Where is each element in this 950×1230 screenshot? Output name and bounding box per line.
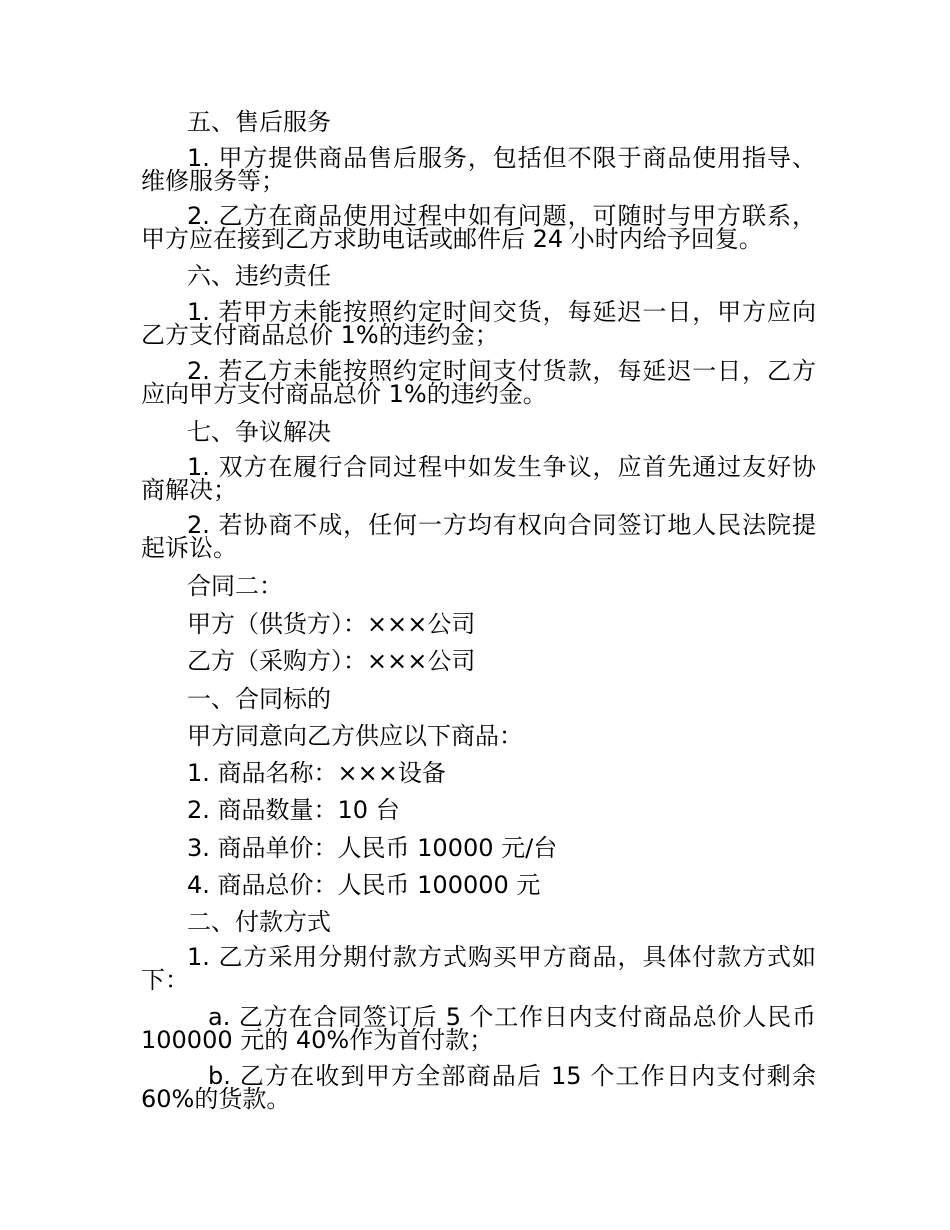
section-heading-breach: 六、违约责任 — [187, 262, 331, 290]
subject-intro: 甲方同意向乙方供应以下商品： — [187, 722, 523, 750]
clause-after-sales-1: 1. 甲方提供商品售后服务，包括但不限于商品使用指导、维修服务等； — [141, 144, 816, 195]
section-heading-subject: 一、合同标的 — [187, 685, 331, 713]
party-b: 乙方（采购方）：×××公司 — [187, 647, 476, 675]
clause-payment-b: b. 乙方在收到甲方全部商品后 15 个工作日内支付剩余 60%的货款。 — [141, 1062, 816, 1113]
clause-breach-1: 1. 若甲方未能按照约定时间交货，每延迟一日，甲方应向乙方支付商品总价 1%的违约金； — [141, 298, 816, 349]
section-heading-payment: 二、付款方式 — [187, 908, 331, 936]
contract-title: 合同二： — [187, 572, 283, 600]
clause-dispute-2: 2. 若协商不成，任何一方均有权向合同签订地人民法院提起诉讼。 — [141, 511, 816, 562]
clause-dispute-1: 1. 双方在履行合同过程中如发生争议，应首先通过友好协商解决； — [141, 453, 816, 504]
clause-breach-2: 2. 若乙方未能按照约定时间支付货款，每延迟一日，乙方应向甲方支付商品总价 1%的违约金。 — [141, 357, 816, 408]
party-a: 甲方（供货方）：×××公司 — [187, 610, 476, 638]
item-name: 1. 商品名称：×××设备 — [187, 759, 446, 787]
section-heading-dispute: 七、争议解决 — [187, 418, 331, 446]
clause-payment-1: 1. 乙方采用分期付款方式购买甲方商品，具体付款方式如下： — [141, 943, 816, 994]
section-heading-after-sales: 五、售后服务 — [187, 108, 331, 136]
item-unit-price: 3. 商品单价：人民币 10000 元/台 — [187, 834, 558, 862]
item-total-price: 4. 商品总价：人民币 100000 元 — [187, 871, 541, 899]
clause-after-sales-2: 2. 乙方在商品使用过程中如有问题，可随时与甲方联系，甲方应在接到乙方求助电话或邮件后 24 小时内给予回复。 — [141, 202, 816, 253]
item-quantity: 2. 商品数量：10 台 — [187, 796, 400, 824]
clause-payment-a: a. 乙方在合同签订后 5 个工作日内支付商品总价人民币 100000 元的 40%作为首付款； — [141, 1003, 816, 1054]
